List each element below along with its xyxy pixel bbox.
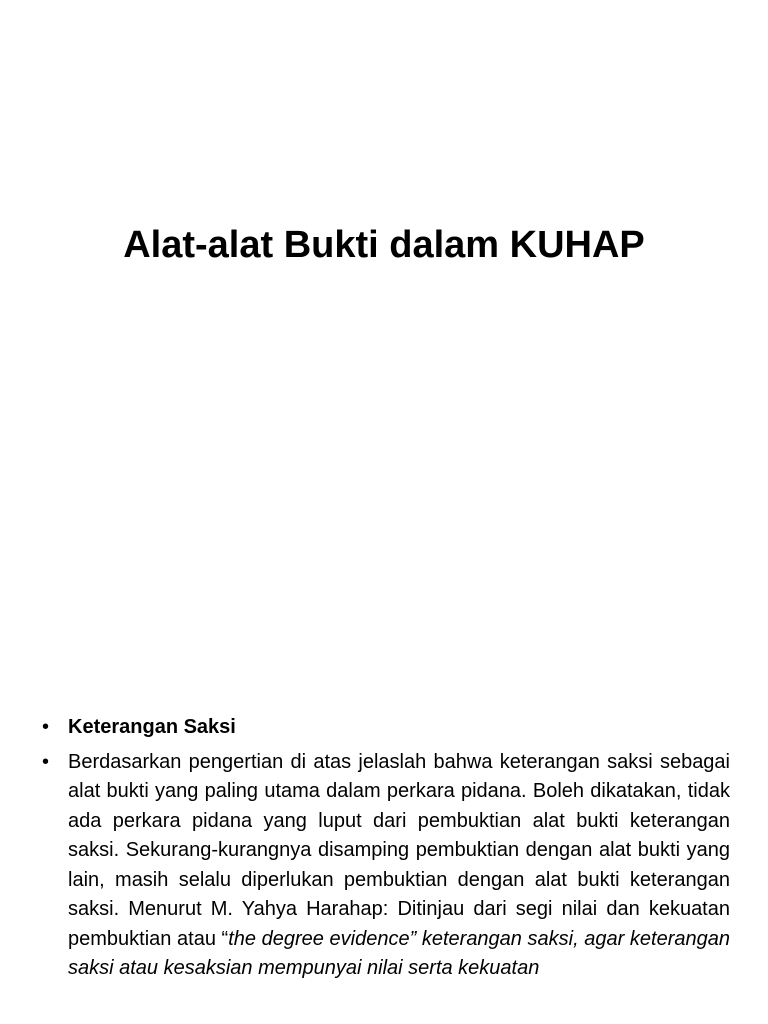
- slide-title: Alat-alat Bukti dalam KUHAP: [123, 224, 645, 266]
- bullet-list: [40, 713, 730, 989]
- bullet-marker: •: [42, 716, 50, 738]
- bullet-item-paragraph: [40, 748, 730, 984]
- bullet-marker: •: [42, 750, 50, 773]
- bullet-heading-text: Keterangan Saksi: [68, 716, 236, 738]
- paragraph-text-regular: Berdasarkan pengertian di atas jelaslah bahwa keterangan saksi sebagai alat bukti yang paling utama dalam perkara pidana. Boleh dikatakan, tidak ada perkara pidana yang luput dari pembuktian alat bukti keterangan saksi. Sekurang-kurangnya disamping pembuktian dengan alat bukti yang lain, masih selalu diperlukan pembuktian dengan alat bukti keterangan saksi. Menurut M. Yahya Harahap: Ditinjau dari segi nilai dan kekuatan pembuktian atau “: [68, 750, 730, 950]
- bullet-item-heading: [40, 713, 730, 743]
- paragraph-text-italic: the degree evidence” keterangan saksi, agar keterangan saksi atau kesaksian mempunyai nilai serta kekuatan: [68, 927, 730, 979]
- bullet-paragraph: [68, 748, 730, 984]
